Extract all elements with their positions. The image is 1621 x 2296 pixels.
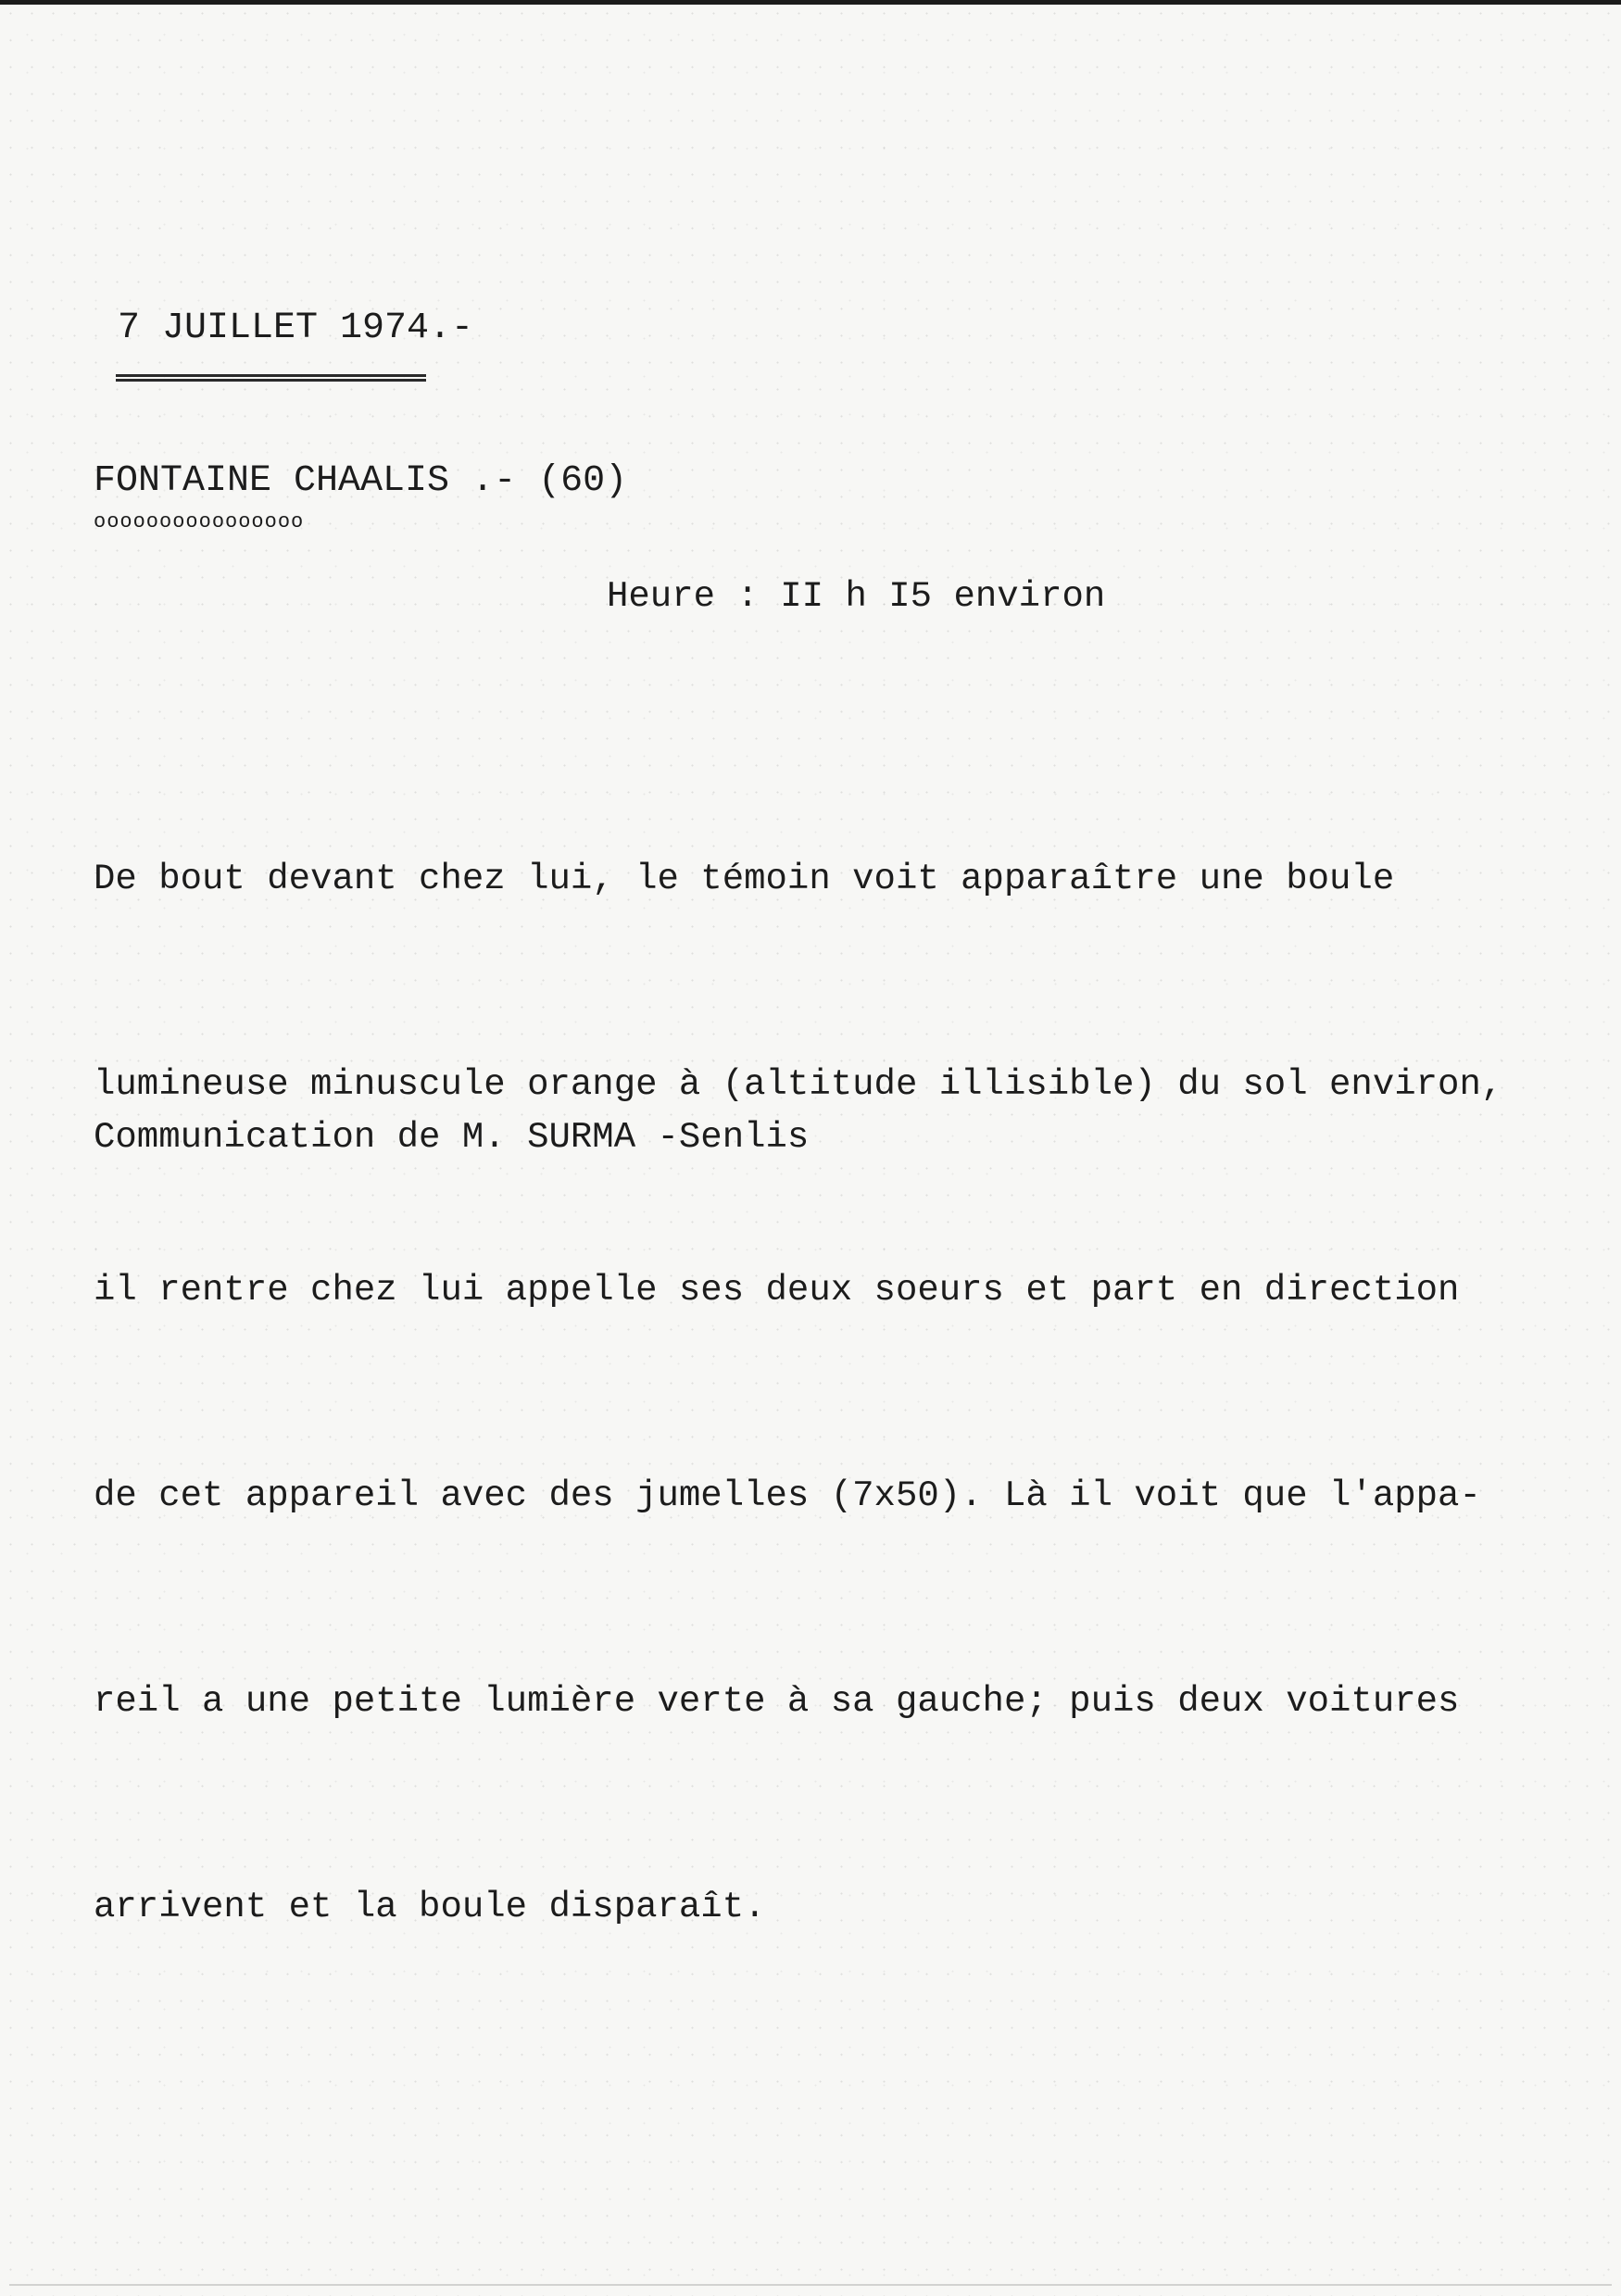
- report-body: [94, 708, 1502, 2078]
- body-line: arrivent et la boule disparaît.: [94, 1887, 766, 1927]
- body-line: de cet appareil avec des jumelles (7x50). Là il voit que l'appa-: [94, 1475, 1481, 1516]
- location-underline-decoration: oooooooooooooooo: [94, 510, 305, 533]
- scan-top-edge: [0, 0, 1621, 5]
- date-underline: [116, 374, 426, 387]
- report-credit: Communication de M. SURMA -Senlis: [94, 1117, 810, 1158]
- scan-bottom-edge: [9, 2284, 1612, 2286]
- body-line: De bout devant chez lui, le témoin voit apparaître une boule: [94, 859, 1395, 899]
- location-heading: FONTAINE CHAALIS .- (60): [94, 460, 628, 502]
- body-line: reil a une petite lumière verte à sa gauche; puis deux voitures: [94, 1681, 1460, 1722]
- observation-time: Heure : II h I5 environ: [607, 576, 1106, 617]
- body-line: lumineuse minuscule orange à (altitude illisible) du sol environ,: [94, 1064, 1503, 1105]
- report-date: 7 JUILLET 1974.-: [118, 307, 474, 349]
- body-line: il rentre chez lui appelle ses deux soeurs et part en direction: [94, 1270, 1460, 1311]
